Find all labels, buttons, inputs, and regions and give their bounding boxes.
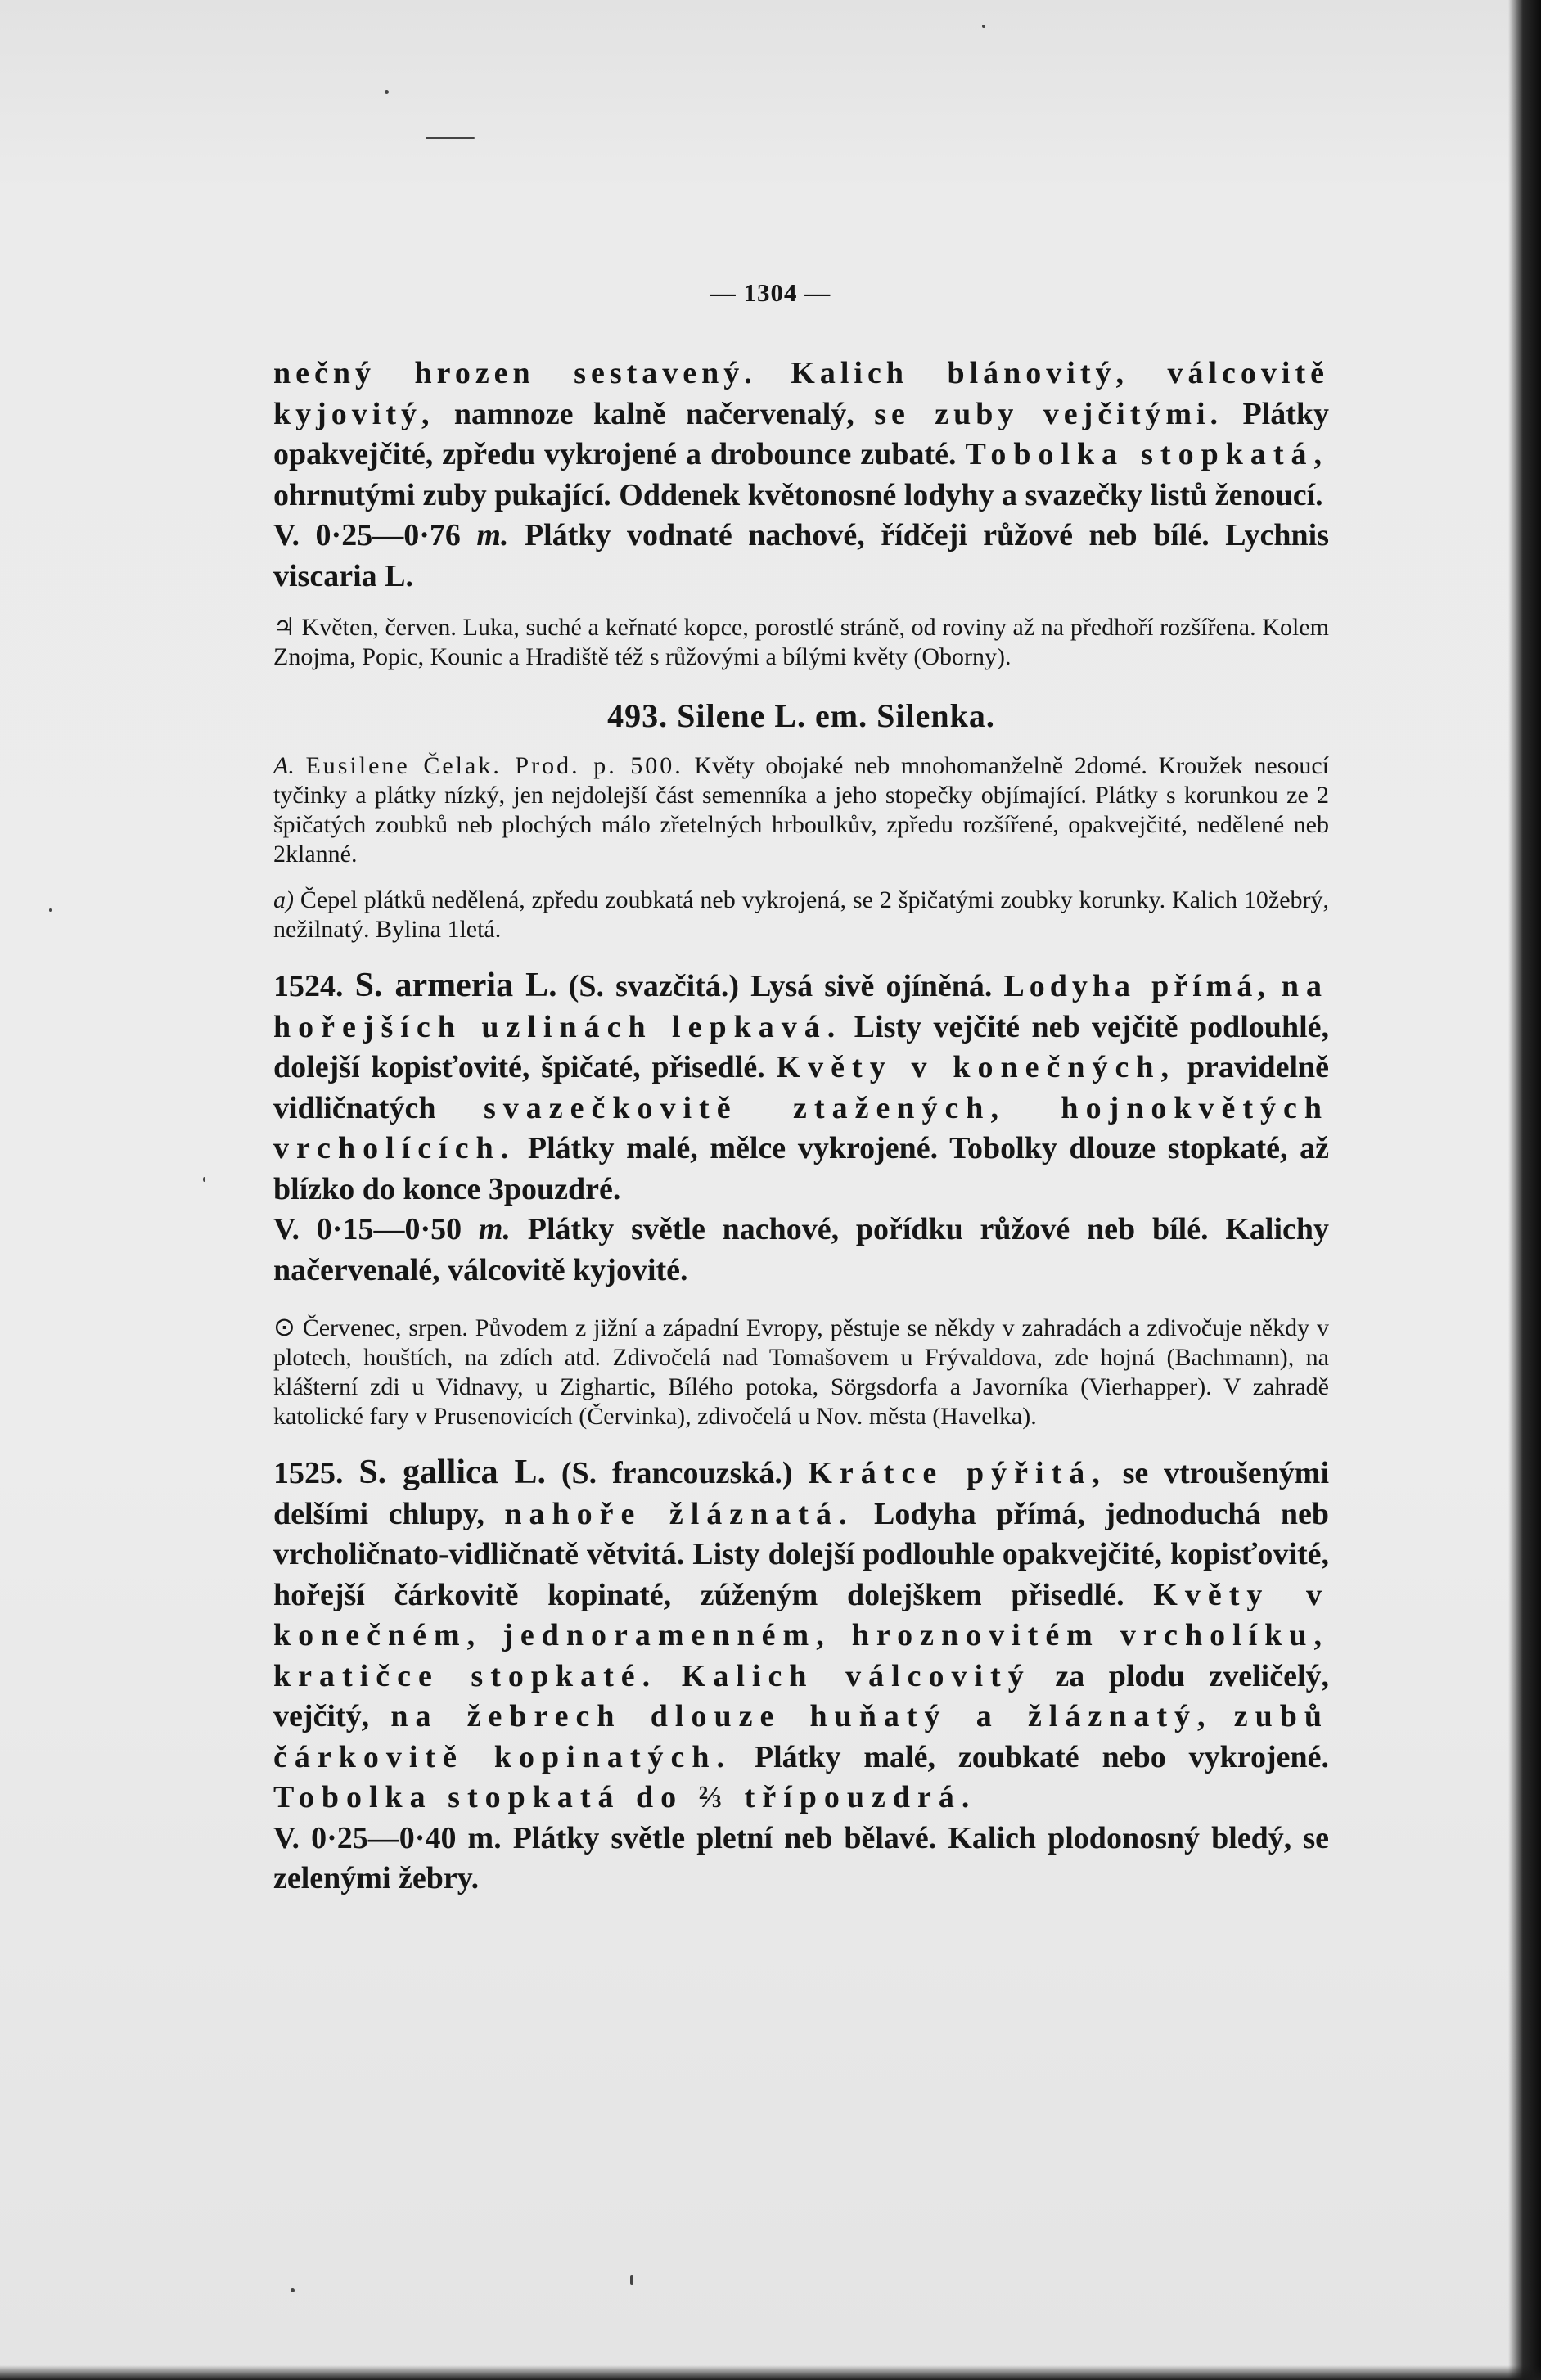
section-a bbox=[273, 751, 1329, 869]
subsection-label: a) bbox=[273, 886, 294, 913]
species-name: S. gallica L. bbox=[358, 1454, 546, 1491]
text-spaced: na žebrech dlouze huňatý a žláznatý, bbox=[390, 1699, 1213, 1733]
text: Lysá sivě ojíněná. bbox=[750, 969, 993, 1003]
perennial-symbol-icon: ♃ bbox=[273, 613, 295, 642]
paragraph-distribution bbox=[273, 613, 1329, 672]
species-1525 bbox=[273, 1453, 1329, 1819]
text-spaced: Krátce pýřitá, bbox=[808, 1456, 1107, 1490]
subsection-a bbox=[273, 886, 1329, 944]
page-number: — 1304 — bbox=[710, 278, 831, 307]
text: Čepel plátků nedělená, zpředu zoubkatá neb vykrojená, se 2 špičatými zoubky korunky. Kalich 10žebrý, nežilnatý. Bylina 1letá. bbox=[273, 886, 1329, 943]
species-vernacular: (S. svazčitá.) bbox=[568, 969, 740, 1003]
unit: m. bbox=[476, 518, 509, 552]
species-number: 1525. bbox=[273, 1456, 344, 1490]
species-number: 1524. bbox=[273, 969, 344, 1003]
page-body bbox=[273, 354, 1329, 1900]
text: ohrnutými zuby pukající. Oddenek květonosné lodyhy a svazečky listů ženoucí. bbox=[273, 477, 1323, 512]
unit: m. bbox=[478, 1212, 511, 1246]
text-spaced: Lodyha přímá, bbox=[1003, 969, 1270, 1003]
section-name: Eusilene Čelak. Prod. p. 500. bbox=[305, 752, 683, 779]
text: za plodu zveličelý, vejčitý, bbox=[273, 1658, 1330, 1733]
species-name: S. armeria L. bbox=[354, 967, 557, 1004]
text-spaced: Květy v konečném, jednoramenném, hroznovitém vrcholíku, kratičce stopkaté. bbox=[273, 1577, 1330, 1693]
size-range: V. 0·15—0·50 bbox=[273, 1212, 462, 1246]
text-spaced: na hořejších uzlinách lepkavá. bbox=[273, 969, 1330, 1044]
paragraph-size bbox=[273, 516, 1329, 597]
text-spaced: nečný hrozen sestavený. bbox=[273, 356, 757, 390]
species-vernacular: (S. francouzská.) bbox=[561, 1456, 793, 1490]
annual-symbol-icon: ⊙ bbox=[273, 1311, 295, 1342]
species-1524-size bbox=[273, 1210, 1329, 1291]
text: Plátky světle nachové, pořídku růžové neb bílé. Kalichy načervenalé, válcovitě kyjovité. bbox=[273, 1212, 1330, 1287]
text: Plátky vodnaté nachové, řídčeji růžové neb bílé. Lychnis viscaria L. bbox=[273, 518, 1329, 593]
scan-edge-bottom bbox=[0, 2365, 1541, 2380]
genus-heading: 493. Silene L. em. Silenka. bbox=[607, 697, 995, 734]
text-spaced: nahoře žláznatá. bbox=[504, 1496, 854, 1531]
text: Červenec, srpen. Původem z jižní a západní Evropy, pěstuje se někdy v zahradách a zdivočuje někdy v plotech, houštích, na zdích atd. Zdivočelá nad Tomašovem u Frývaldova, zde hojná (Bachmann), na klášterní zdi u Vidnavy, u Zighartic, Bílého potoka, Sörgsdorfa a Javorníka (Vierhapper). V zahradě katolické fary v Prusenovicích (Červinka), zdivočelá u Nov. města (Havelka). bbox=[273, 1314, 1329, 1430]
species-1524-distribution bbox=[273, 1312, 1329, 1431]
paragraph-description bbox=[273, 354, 1329, 516]
text-spaced: zubů čárkovitě kopinatých. bbox=[273, 1699, 1330, 1774]
text-spaced: Kalich blánovitý, válcovitě kyjovitý, bbox=[273, 356, 1329, 431]
text: Květen, červen. Luka, suché a keřnaté kopce, porostlé stráně, od roviny až na předhoří rozšířena. Kolem Znojma, Popic, Kounic a Hradiště též s růžovými a bílými květy (Oborny). bbox=[273, 614, 1329, 670]
section-label: A. bbox=[273, 752, 295, 779]
text: Plátky malé, mělce vykrojené. Tobolky dlouze stopkaté, až blízko do konce 3pouzdré. bbox=[273, 1131, 1329, 1206]
text-spaced: svazečkovitě ztažených, hojnokvětých vrcholících. bbox=[273, 1090, 1330, 1165]
text: Lodyha přímá, jednoduchá neb vrcholičnato-vidličnatě větvitá. Listy dolejší podlouhle opakvejčité, kopisťovité, hořejší čárkovitě kopinaté, zúženým dolejškem přisedlé. bbox=[273, 1496, 1330, 1612]
text: se vtroušenými delšími chlupy, bbox=[273, 1456, 1330, 1531]
text: namnoze kalně načervenalý, bbox=[453, 396, 854, 431]
text-spaced: Tobolka stopkatá, bbox=[965, 437, 1329, 471]
text: Plátky malé, zoubkaté nebo vykrojené. bbox=[754, 1739, 1329, 1774]
species-1525-size: V. 0·25—0·40 m. Plátky světle pletní neb bělavé. Kalich plodonosný bledý, se zelenými žebry. bbox=[273, 1820, 1329, 1895]
text: Květy obojaké neb mnohomanželně 2domé. Kroužek nesoucí tyčinky a plátky nízký, jen nejdolejší část semenníka a jeho stopečky objímající. Plátky s korunkou ze 2 špičatých zoubků neb plochých málo zřetelných hrboulkův, zpředu rozšířené, opakvejčité, nedělené neb 2klanné. bbox=[273, 752, 1329, 868]
text-spaced: Květy v konečných, bbox=[776, 1050, 1177, 1084]
text: Plátky opakvejčité, zpředu vykrojené a drobounce zubaté. bbox=[273, 396, 1330, 471]
scan-edge-right bbox=[1508, 0, 1541, 2380]
text: Listy vejčité neb vejčitě podlouhlé, dolejší kopisťovité, špičaté, přisedlé. bbox=[273, 1009, 1330, 1084]
text: pravidelně vidličnatých bbox=[273, 1050, 1330, 1125]
text-spaced: Kalich válcovitý bbox=[681, 1658, 1031, 1693]
size-range: V. 0·25—0·76 bbox=[273, 518, 461, 552]
text-spaced: Tobolka stopkatá do ⅔ třípouzdrá. bbox=[273, 1780, 977, 1814]
text-spaced: se zuby vejčitými. bbox=[874, 396, 1223, 431]
species-1524 bbox=[273, 966, 1329, 1210]
